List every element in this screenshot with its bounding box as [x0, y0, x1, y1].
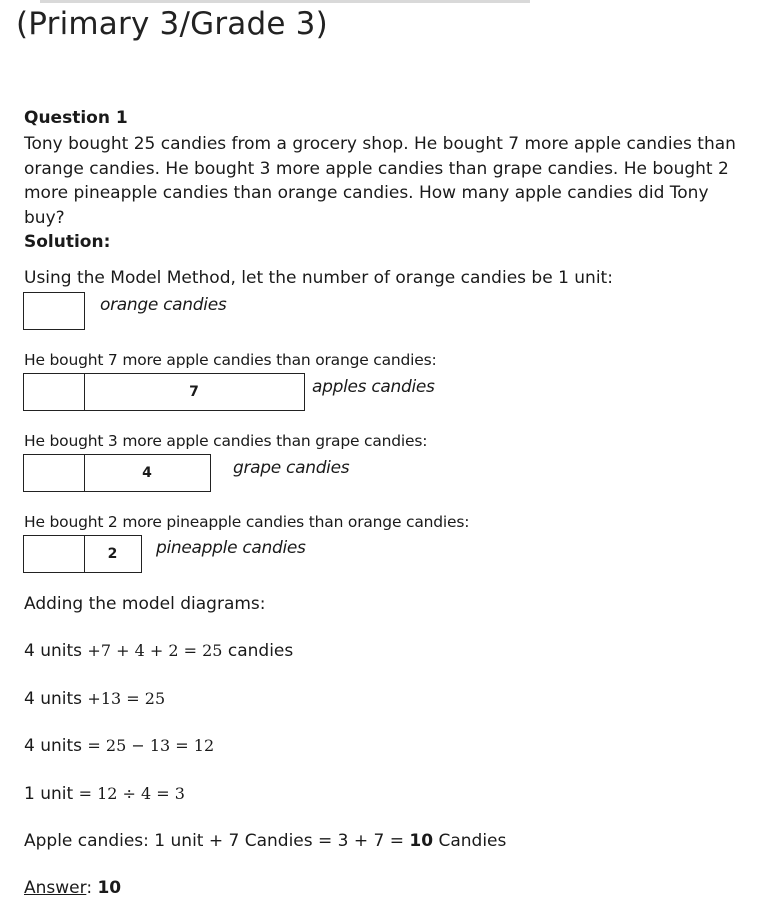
pineapple-unit-box — [23, 535, 85, 573]
page-title: (Primary 3/Grade 3) — [16, 6, 328, 42]
answer-label: Answer — [24, 878, 87, 898]
pineapple-model-caption: He bought 2 more pineapple candies than orange candies: — [24, 513, 470, 531]
orange-unit-box — [23, 292, 85, 330]
grape-extra-box: 4 — [84, 454, 211, 492]
apple-candies-line — [24, 831, 506, 851]
grape-model-caption: He bought 3 more apple candies than grape candies: — [24, 432, 428, 450]
orange-model-label: orange candies — [100, 295, 227, 315]
answer-value: 10 — [97, 878, 122, 898]
equation-step-4 — [24, 784, 185, 804]
equation-step-1-right: candies — [227, 641, 294, 661]
apple-line-suffix: Candies — [433, 831, 507, 851]
apple-model-label: apples candies — [312, 377, 435, 397]
top-rule — [40, 0, 530, 3]
question-heading: Question 1 — [24, 108, 128, 128]
apple-line-prefix: Apple candies: 1 unit + 7 Candies = 3 + 7 = — [24, 831, 410, 851]
equation-step-1 — [24, 641, 293, 661]
apple-unit-box — [23, 373, 85, 411]
adding-caption: Adding the model diagrams: — [24, 594, 266, 614]
answer-colon: : — [86, 878, 93, 898]
pineapple-extra-box: 2 — [84, 535, 142, 573]
equation-step-2-expr: +13 = 25 — [87, 689, 166, 708]
equation-step-4-expr: = 12 ÷ 4 = 3 — [78, 784, 185, 803]
equation-step-1-expr: +7 + 4 + 2 = 25 — [87, 641, 223, 660]
pineapple-model-label: pineapple candies — [156, 538, 306, 558]
equation-step-2 — [24, 689, 165, 709]
equation-step-3-left: 4 units — [24, 736, 83, 756]
question-text: Tony bought 25 candies from a grocery shop. He bought 7 more apple candies than orange candies. He bought 3 more apple candies than grape candies. He bought 2 more pineapple candies than orange candies. How many apple candies did Tony buy? — [24, 134, 736, 228]
solution-heading: Solution: — [24, 232, 111, 252]
model-intro: Using the Model Method, let the number of orange candies be 1 unit: — [24, 268, 613, 288]
answer-line — [24, 878, 121, 898]
equation-step-3 — [24, 736, 214, 756]
equation-step-1-left: 4 units — [24, 641, 83, 661]
grape-model-label: grape candies — [233, 458, 350, 478]
apple-model-caption: He bought 7 more apple candies than orange candies: — [24, 351, 437, 369]
equation-step-2-left: 4 units — [24, 689, 83, 709]
grape-unit-box — [23, 454, 85, 492]
equation-step-3-expr: = 25 − 13 = 12 — [87, 736, 215, 755]
equation-step-4-left: 1 unit — [24, 784, 74, 804]
apple-extra-box: 7 — [84, 373, 305, 411]
apple-line-value: 10 — [409, 831, 434, 851]
